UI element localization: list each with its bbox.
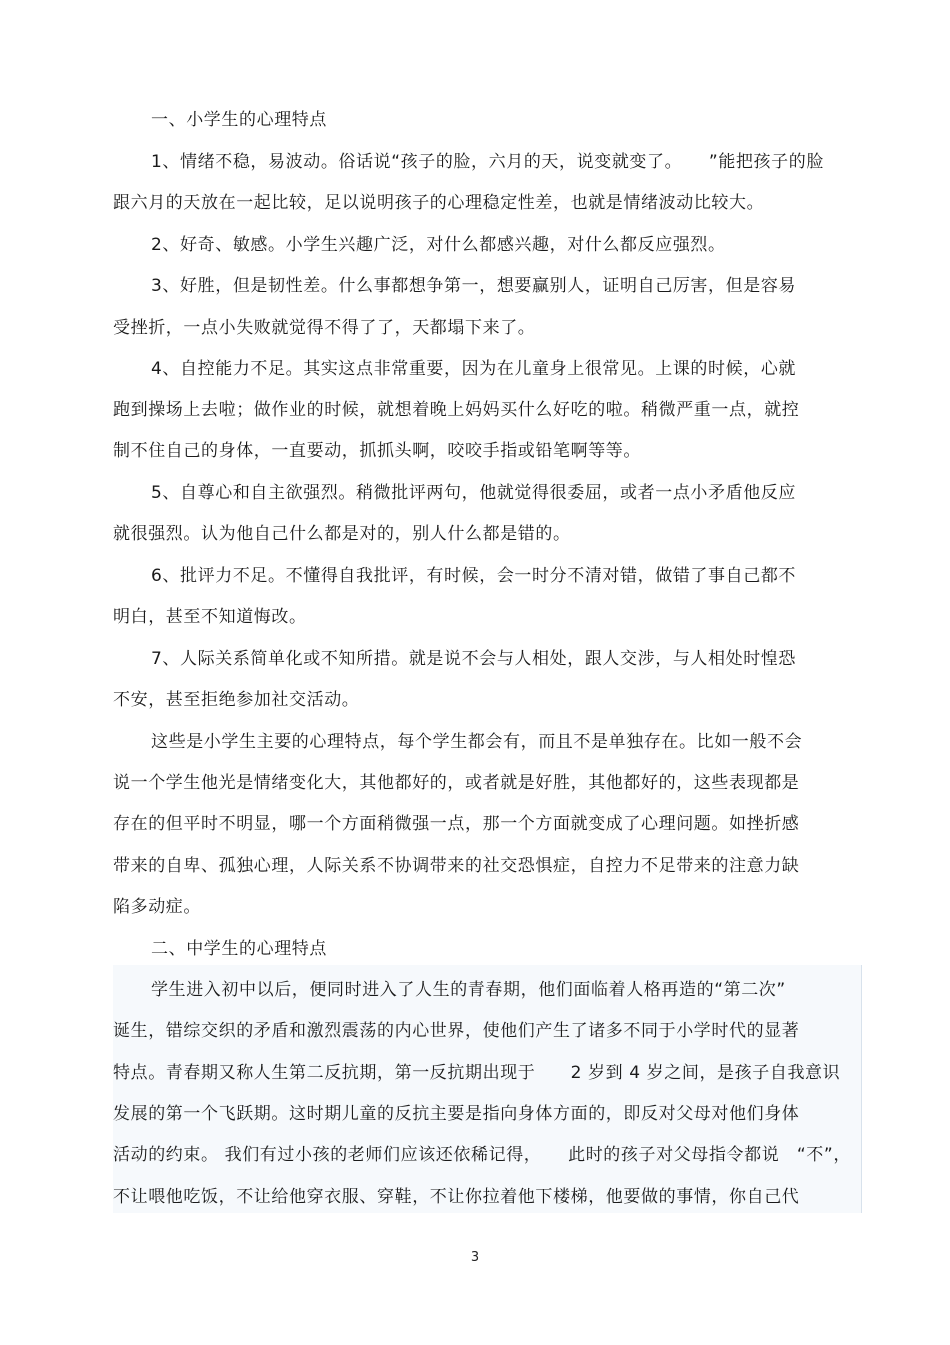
paragraph-line: 活动的约束。 我们有过小孩的老师们应该还依稀记得， 此时的孩子对父母指令都说 “不”，: [113, 1145, 851, 1165]
paragraph-line: 3、好胜，但是韧性差。什么事都想争第一，想要赢别人，证明自己厉害，但是容易: [151, 276, 797, 296]
paragraph-line: 不让喂他吃饭，不让给他穿衣服、穿鞋，不让你拉着他下楼梯，他要做的事情，你自己代: [113, 1187, 800, 1207]
paragraph-line: 受挫折，一点小失败就觉得不得了了，天都塌下来了。: [113, 318, 536, 338]
paragraph-line: 7、人际关系简单化或不知所措。就是说不会与人相处，跟人交涉，与人相处时惶恐: [151, 649, 797, 669]
section-heading-primary-school: 一、小学生的心理特点: [151, 110, 327, 130]
paragraph-line: 就很强烈。认为他自己什么都是对的，别人什么都是错的。: [113, 524, 571, 544]
paragraph-line: 6、批评力不足。不懂得自我批评，有时候，会一时分不清对错，做错了事自己都不: [151, 566, 797, 586]
paragraph-line: 跑到操场上去啦；做作业的时候，就想着晚上妈妈买什么好吃的啦。稍微严重一点，就控: [113, 400, 800, 420]
paragraph-line: 发展的第一个飞跃期。这时期儿童的反抗主要是指向身体方面的，即反对父母对他们身体: [113, 1104, 800, 1124]
paragraph-line: 这些是小学生主要的心理特点，每个学生都会有，而且不是单独存在。比如一般不会: [151, 732, 803, 752]
paragraph-line: 制不住自己的身体，一直要动，抓抓头啊，咬咬手指或铅笔啊等等。: [113, 441, 641, 461]
paragraph-line: 特点。青春期又称人生第二反抗期，第一反抗期出现于 2 岁到 4 岁之间，是孩子自我意识: [113, 1063, 841, 1083]
paragraph-line: 说一个学生他光是情绪变化大，其他都好的，或者就是好胜，其他都好的，这些表现都是: [113, 773, 800, 793]
paragraph-line: 不安，甚至拒绝参加社交活动。: [113, 690, 360, 710]
paragraph-line: 陷多动症。: [113, 897, 201, 917]
page-number: 3: [470, 1250, 480, 1265]
paragraph-line: 明白，甚至不知道悔改。: [113, 607, 307, 627]
highlighted-passage-background: [113, 965, 862, 1213]
paragraph-line: 5、自尊心和自主欲强烈。稍微批评两句，他就觉得很委屈，或者一点小矛盾他反应: [151, 483, 797, 503]
paragraph-line: 4、自控能力不足。其实这点非常重要，因为在儿童身上很常见。上课的时候，心就: [151, 359, 797, 379]
paragraph-line: 2、好奇、敏感。小学生兴趣广泛，对什么都感兴趣，对什么都反应强烈。: [151, 235, 726, 255]
paragraph-line: 学生进入初中以后，便同时进入了人生的青春期，他们面临着人格再造的“第二次”: [151, 980, 786, 1000]
paragraph-line: 带来的自卑、孤独心理，人际关系不协调带来的社交恐惧症，自控力不足带来的注意力缺: [113, 856, 800, 876]
paragraph-line: 诞生，错综交织的矛盾和激烈震荡的内心世界，使他们产生了诸多不同于小学时代的显著: [113, 1021, 800, 1041]
paragraph-line: 1、情绪不稳，易波动。俗话说“孩子的脸，六月的天，说变就变了。 ”能把孩子的脸: [151, 152, 824, 172]
paragraph-line: 存在的但平时不明显，哪一个方面稍微强一点，那一个方面就变成了心理问题。如挫折感: [113, 814, 800, 834]
section-heading-middle-school: 二、中学生的心理特点: [151, 939, 327, 959]
paragraph-line: 跟六月的天放在一起比较，足以说明孩子的心理稳定性差，也就是情绪波动比较大。: [113, 193, 765, 213]
